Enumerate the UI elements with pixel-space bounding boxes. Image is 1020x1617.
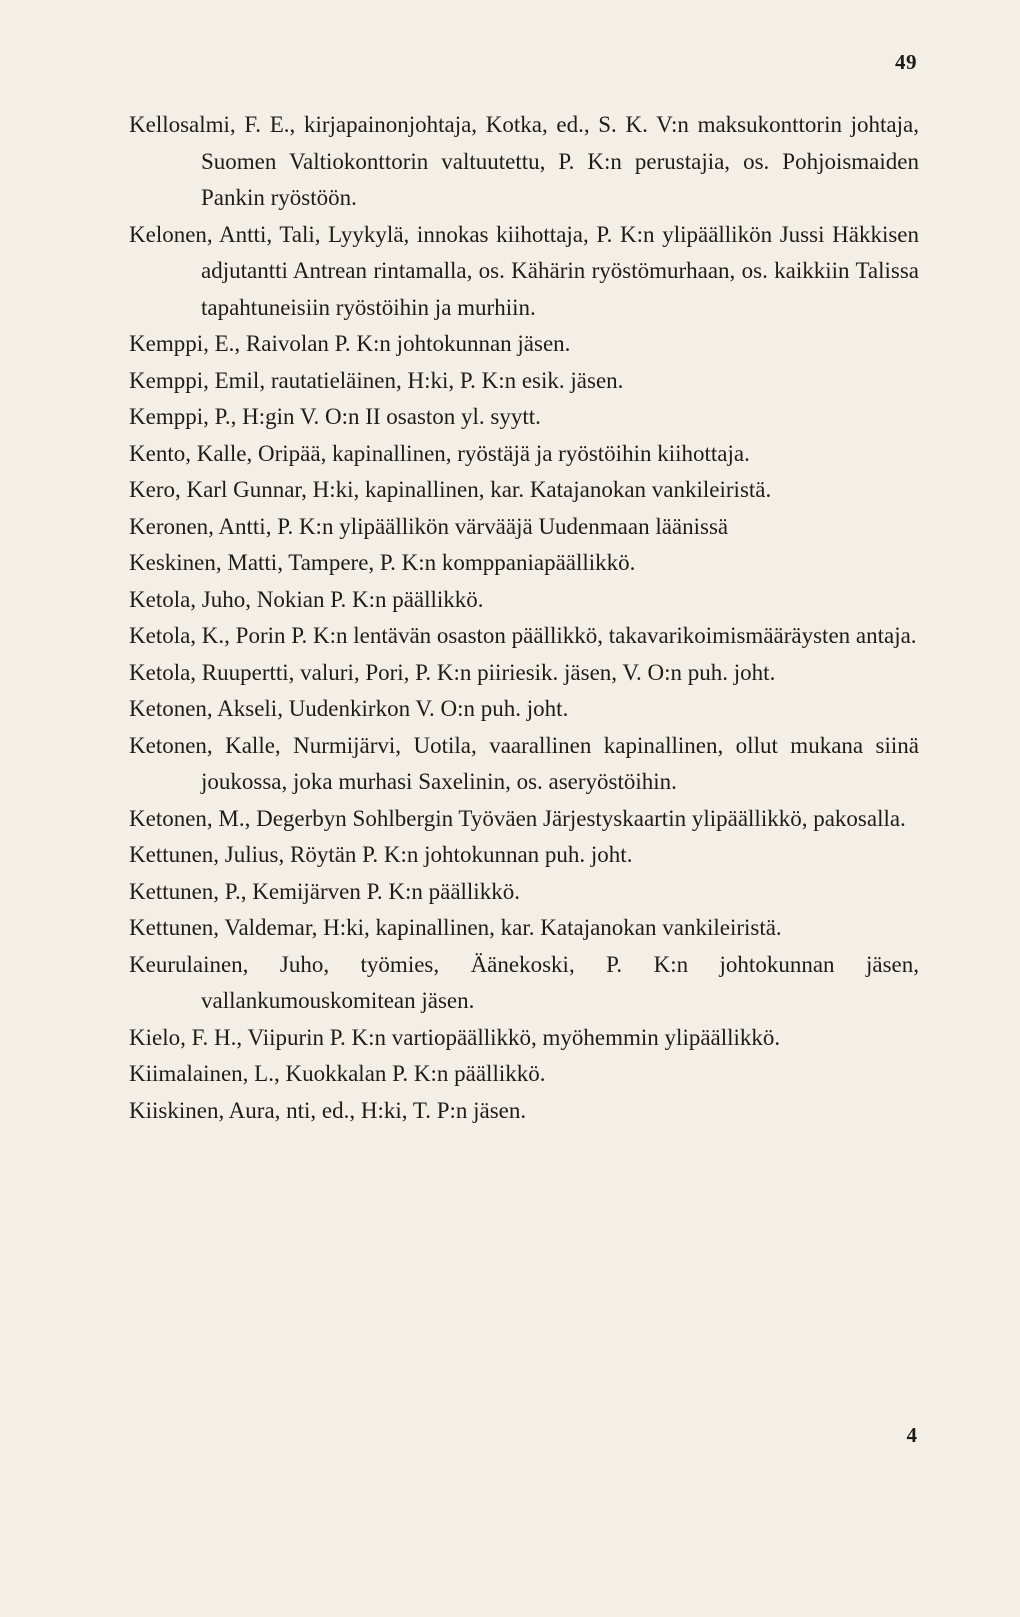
- list-item: Ketonen, Akseli, Uudenkirkon V. O:n puh. joht.: [129, 696, 569, 721]
- list-item: Kettunen, Julius, Röytän P. K:n johtokunnan puh. joht.: [129, 842, 633, 867]
- list-item: Kemppi, P., H:gin V. O:n II osaston yl. syytt.: [129, 404, 541, 429]
- page-number: 49: [895, 50, 917, 74]
- list-item: Ketola, Ruupertti, valuri, Pori, P. K:n piiriesik. jäsen, V. O:n puh. joht.: [129, 659, 776, 685]
- list-item: Kellosalmi, F. E., kirjapainonjohtaja, Kotka, ed., S. K. V:n maksukonttorin johtaja, Suomen Valtiokonttorin valtuutettu, P. K:n perustajia, os. Pohjoismaiden Pankin ryöstöön.: [129, 112, 919, 210]
- list-item: Kero, Karl Gunnar, H:ki, kapinallinen, kar. Katajanokan vankileiristä.: [129, 477, 772, 502]
- list-item: Kettunen, Valdemar, H:ki, kapinallinen, kar. Katajanokan vankileiristä.: [129, 915, 782, 940]
- list-item: Keskinen, Matti, Tampere, P. K:n komppaniapäällikkö.: [129, 550, 636, 575]
- list-item: Ketola, Juho, Nokian P. K:n päällikkö.: [129, 586, 484, 612]
- list-item: Kiiskinen, Aura, nti, ed., H:ki, T. P:n jäsen.: [129, 1097, 527, 1123]
- list-item: Kelonen, Antti, Tali, Lyykylä, innokas kiihottaja, P. K:n ylipäällikön Jussi Häkkisen adjutantti Antrean rintamalla, os. Kähärin ryöstömurhaan, os. kaikkiin Talissa tapahtuneisiin ryöstöihin ja murhiin.: [129, 221, 919, 320]
- list-item: Kento, Kalle, Oripää, kapinallinen, ryöstäjä ja ryöstöihin kiihottaja.: [129, 440, 750, 466]
- list-item: Kemppi, Emil, rautatieläinen, H:ki, P. K:n esik. jäsen.: [129, 367, 624, 393]
- list-item: Kielo, F. H., Viipurin P. K:n vartiopäällikkö, myöhemmin ylipäällikkö.: [129, 1024, 781, 1050]
- list-item: Kiimalainen, L., Kuokkalan P. K:n päällikkö.: [129, 1061, 546, 1086]
- signature-mark: 4: [906, 1423, 917, 1447]
- list-item: Kettunen, P., Kemijärven P. K:n päällikkö.: [129, 878, 520, 904]
- list-item: Ketola, K., Porin P. K:n lentävän osaston päällikkö, takavarikoimismääräysten antaja.: [129, 623, 917, 648]
- list-item: Keronen, Antti, P. K:n ylipäällikön värvääjä Uudenmaan läänissä: [129, 513, 729, 539]
- list-item: Kemppi, E., Raivolan P. K:n johtokunnan jäsen.: [129, 331, 571, 356]
- entry-list: [129, 107, 919, 1129]
- list-item: Keurulainen, Juho, työmies, Äänekoski, P. K:n johtokunnan jäsen, vallankumouskomitean jäsen.: [129, 951, 919, 1013]
- list-item: Ketonen, M., Degerbyn Sohlbergin Työväen Järjestyskaartin ylipäällikkö, pakosalla.: [129, 805, 906, 831]
- list-item: Ketonen, Kalle, Nurmijärvi, Uotila, vaarallinen kapinallinen, ollut mukana siinä joukossa, joka murhasi Saxelinin, os. aseryöstöihin.: [129, 732, 919, 794]
